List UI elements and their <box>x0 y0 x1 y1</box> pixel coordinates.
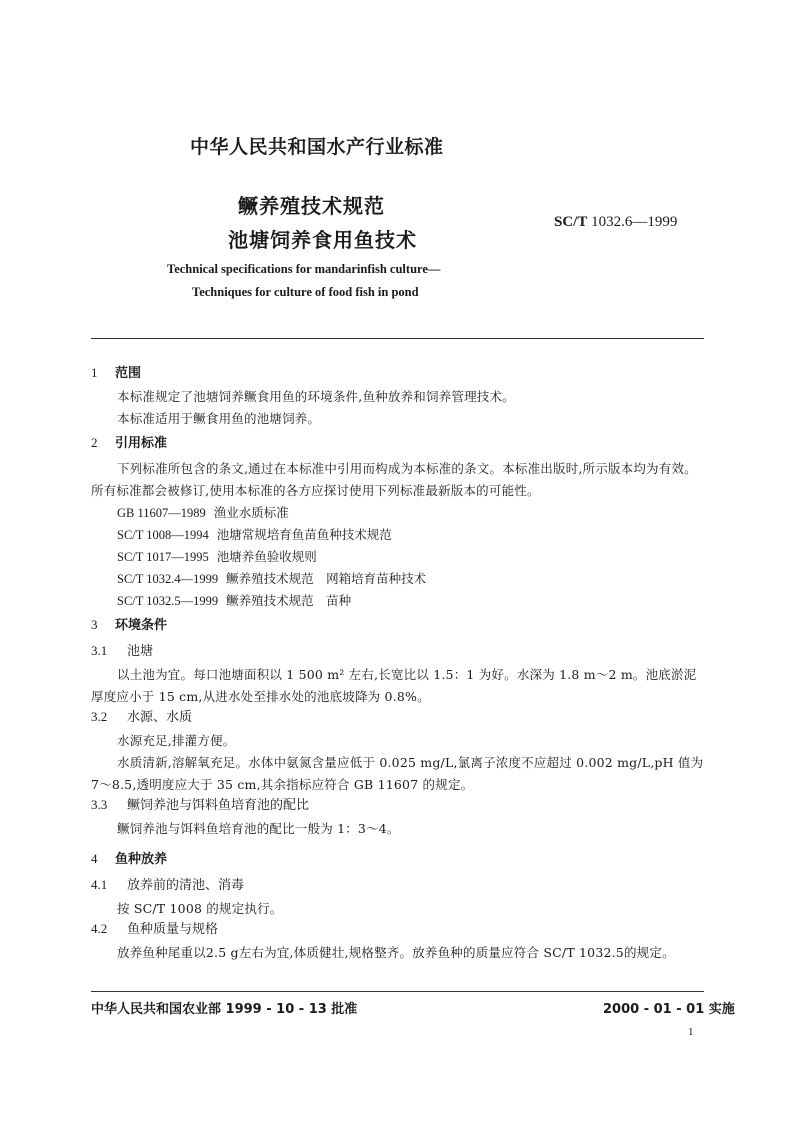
org-title: 中华人民共和国水产行业标准 <box>190 136 444 158</box>
section-number: 4 <box>91 851 98 866</box>
subsection-title: 池塘 <box>127 644 154 659</box>
reference-code: SC/T 1032.4—1999 <box>117 572 219 586</box>
subsection-number: 4.1 <box>91 877 108 892</box>
subsection-number: 3.1 <box>91 643 108 658</box>
subsection-3-1-heading <box>91 644 707 664</box>
section-2-heading <box>91 436 707 456</box>
section-1-heading <box>91 366 707 386</box>
header-divider <box>91 338 704 339</box>
reference-item <box>91 546 707 568</box>
section-4-heading <box>91 852 707 872</box>
reference-code: SC/T 1008—1994 <box>117 528 209 542</box>
reference-code: SC/T 1032.5—1999 <box>117 594 219 608</box>
subsection-4-2-heading <box>91 922 707 942</box>
subsection-3-3-heading <box>91 798 707 818</box>
paragraph: 鳜饲养池与饵料鱼培育池的配比一般为 1：3～4。 <box>117 821 400 836</box>
standard-code-prefix: SC/T <box>554 214 588 230</box>
reference-name: 池塘养鱼验收规则 <box>216 549 317 564</box>
paragraph: 水质清新,溶解氧充足。水体中氨氮含量应低于 0.025 mg/L,氯离子浓度不应超过 0.002 mg/L,pH 值为 7～8.5,透明度应大于 35 cm,其余指标应符合 GB 11607 的规定。 <box>91 755 704 792</box>
reference-item <box>91 590 707 612</box>
section-title: 鱼种放养 <box>115 852 168 867</box>
paragraph: 下列标准所包含的条文,通过在本标准中引用而构成为本标准的条文。本标准出版时,所示版本均为有效。所有标准都会被修订,使用本标准的各方应探讨使用下列标准最新版本的可能性。 <box>91 461 697 498</box>
page-number: 1 <box>688 1026 694 1038</box>
section-3-heading <box>91 618 707 638</box>
subsection-title: 放养前的清池、消毒 <box>127 878 245 893</box>
reference-name: 池塘常规培育鱼苗鱼种技术规范 <box>216 527 392 542</box>
reference-code: SC/T 1017—1995 <box>117 550 209 564</box>
section-number: 1 <box>91 365 98 380</box>
paragraph: 以土池为宜。每口池塘面积以 1 500 m² 左右,长宽比以 1.5：1 为好。水深为 1.8 m～2 m。池底淤泥厚度应小于 15 cm,从进水处至排水处的池底坡降为 0.8%。 <box>91 667 697 704</box>
reference-name: 鳜养殖技术规范 网箱培育苗种技术 <box>226 571 427 586</box>
standard-code-number: 1032.6—1999 <box>591 214 678 230</box>
paragraph: 放养鱼种尾重以2.5 g左右为宜,体质健壮,规格整齐。放养鱼种的质量应符合 SC/T 1032.5的规定。 <box>117 945 675 960</box>
standard-title-line2: 池塘饲养食用鱼技术 <box>228 228 417 252</box>
paragraph: 本标准适用于鳜食用鱼的池塘饲养。 <box>117 411 321 426</box>
reference-item <box>91 502 707 524</box>
section-title: 环境条件 <box>115 618 168 633</box>
paragraph: 水源充足,排灌方便。 <box>117 733 236 748</box>
document-body <box>91 366 707 964</box>
subsection-title: 水源、水质 <box>127 710 193 725</box>
subsection-title: 鳜饲养池与饵料鱼培育池的配比 <box>127 798 310 813</box>
effective-date: 2000 - 01 - 01 实施 <box>603 1002 735 1017</box>
english-title-line1: Technical specifications for mandarinfish culture— <box>167 262 441 276</box>
english-title-line2: Techniques for culture of food fish in pond <box>192 285 419 299</box>
reference-name: 渔业水质标准 <box>213 505 289 520</box>
subsection-3-2-heading <box>91 710 707 730</box>
reference-item <box>91 568 707 590</box>
subsection-title: 鱼种质量与规格 <box>127 922 219 937</box>
reference-name: 鳜养殖技术规范 苗种 <box>226 593 352 608</box>
reference-item <box>91 524 707 546</box>
subsection-number: 3.2 <box>91 709 108 724</box>
section-number: 2 <box>91 435 98 450</box>
footer-divider <box>91 991 704 992</box>
paragraph: 按 SC/T 1008 的规定执行。 <box>117 901 283 916</box>
standard-code <box>554 214 677 231</box>
reference-code: GB 11607—1989 <box>117 506 206 520</box>
subsection-number: 3.3 <box>91 797 108 812</box>
section-number: 3 <box>91 617 98 632</box>
approval-statement: 中华人民共和国农业部 1999 - 10 - 13 批准 <box>91 1002 358 1017</box>
subsection-4-1-heading <box>91 878 707 898</box>
section-title: 引用标准 <box>115 436 168 451</box>
section-title: 范围 <box>115 366 142 381</box>
subsection-number: 4.2 <box>91 921 108 936</box>
paragraph: 本标准规定了池塘饲养鳜食用鱼的环境条件,鱼种放养和饲养管理技术。 <box>117 389 515 404</box>
standard-title-line1: 鳜养殖技术规范 <box>238 194 385 218</box>
